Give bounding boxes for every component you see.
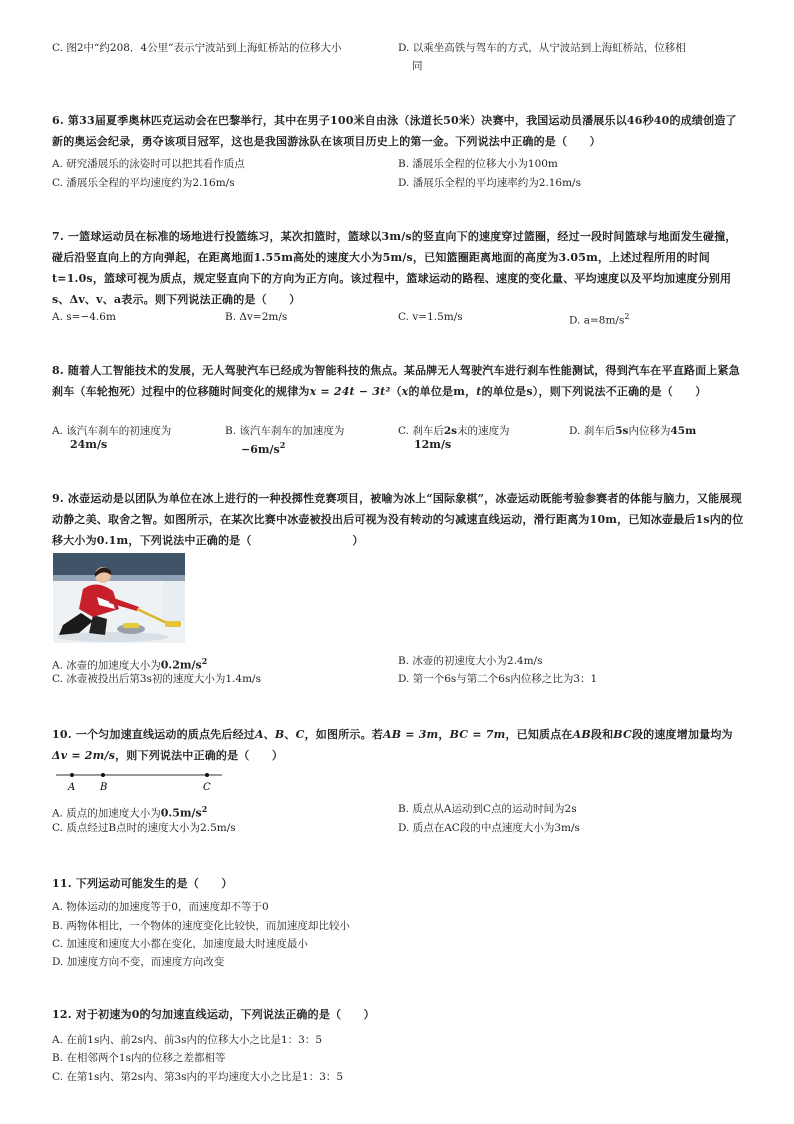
q6-option-c: C. 潘展乐全程的平均速度约为2.16m/s [52, 177, 235, 189]
q9-option-b: B. 冰壶的初速度大小为2.4m/s [398, 655, 543, 667]
q11-stem: 11. 下列运动可能发生的是（ ） [52, 877, 233, 890]
q8-option-b: B. 该汽车刹车的加速度为 $-6m/s^2$ [225, 425, 345, 456]
q7-stem: 7. 一篮球运动员在标准的场地进行投篮练习，某次扣篮时，篮球以3m/s的竖直向下的速度穿过篮圈，经过一段时间篮球与地面发生碰撞，碰后沿竖直向上的方向弹起，在距离地面1.55m高处的速度大小为5m/s，已知篮圈距离地面的高度为3.05m，上述过程所用的时间t=1.0s，篮球可视为质点，规定竖直向下的方向为正方向。该过程中，篮球运动的路程、速度的变化量、平均速度以及平均加速度分别用s、Δv、v、a表示。则下列说法正确的是（ ） [52, 230, 737, 306]
q10-label-a: A [68, 782, 76, 793]
q8-stem: 8. 随着人工智能技术的发展，无人驾驶汽车已经成为智能科技的焦点。某品牌无人驾驶汽车进行刹车性能测试，得到汽车在平直路面上紧急刹车（车轮抱死）过程中的位移随时间变化的规律为x = 24t − 3t²（x的单位是m，t的单位是s），则下列说法不正确的是（ ） [52, 364, 740, 398]
q9-option-c: C. 冰壶被投出后第3s初的速度大小为1.4m/s [52, 673, 261, 685]
q10-option-b: B. 质点从A运动到C点的运动时间为2s [398, 803, 577, 815]
q10-label-c: C [203, 782, 211, 793]
q7-option-b: B. Δv=2m/s [225, 311, 288, 323]
q7-option-d: D. $a=8m/s^2$ [569, 312, 630, 327]
q11-option-c: C. 加速度和速度大小都在变化，加速度最大时速度最小 [52, 938, 308, 950]
q10-point-b [101, 773, 105, 777]
q6-stem: 6. 第33届夏季奥林匹克运动会在巴黎举行，其中在男子100米自由泳（泳道长50米）决赛中，我国运动员潘展乐以46秒40的成绩创造了新的奥运会纪录，勇夺该项目冠军，这也是我国游泳队在该项目历史上的第一金。下列说法中正确的是（ ） [52, 114, 737, 148]
q9-option-a: A. 冰壶的加速度大小为$0.2m/s^2$ [52, 656, 208, 672]
q8-formula: x = 24t − 3t² [309, 385, 391, 398]
q11-option-a: A. 物体运动的加速度等于0，而速度却不等于0 [52, 901, 269, 913]
q10-point-c [205, 773, 209, 777]
q10-stem: 10. 一个匀加速直线运动的质点先后经过A、B、C，如图所示。若AB = 3m，BC = 7m，已知质点在AB段和BC段的速度增加量均为Δv = 2m/s，则下列说法中正确的是（ ） [52, 728, 733, 762]
q11-option-d: D. 加速度方向不变，而速度方向改变 [52, 956, 225, 968]
q7-option-c: C. v=1.5m/s [398, 311, 463, 323]
q11-option-b: B. 两物体相比，一个物体的速度变化比较快，而加速度却比较小 [52, 920, 350, 932]
q5-option-c: C. 图2中“约208．4公里”表示宁波站到上海虹桥站的位移大小 [52, 42, 342, 54]
q8-option-d: D. 刹车后5s内位移为45m [569, 425, 697, 437]
q10-option-a: A. 质点的加速度大小为$0.5m/s^2$ [52, 804, 208, 820]
q10-point-a [70, 773, 74, 777]
q8-option-c: C. 刹车后2s末的速度为 12m/s [398, 425, 510, 451]
q6-option-d: D. 潘展乐全程的平均速率约为2.16m/s [398, 177, 581, 189]
q10-label-b: B [100, 782, 108, 793]
q10-option-d: D. 质点在AC段的中点速度大小为3m/s [398, 822, 580, 834]
q7-option-a: A. s=−4.6m [52, 311, 116, 323]
q12-option-c: C. 在第1s内、第2s内、第3s内的平均速度大小之比是1：3：5 [52, 1071, 344, 1083]
q7-option-d-sup: 2 [624, 312, 630, 321]
q10-option-c: C. 质点经过B点时的速度大小为2.5m/s [52, 822, 236, 834]
q9-option-d: D. 第一个6s与第二个6s内位移之比为3：1 [398, 673, 598, 685]
q10-figure [52, 764, 228, 796]
q9-stem: 9. 冰壶运动是以团队为单位在冰上进行的一种投掷性竞赛项目，被喻为冰上“国际象棋”，冰壶运动既能考验参赛者的体能与脑力，又能展现动静之美、取舍之智。如图所示，在某次比赛中冰壶被投出后可视为没有转动的匀减速直线运动，滑行距离为10m，已知冰壶最后1s内的位移大小为0.1m，下列说法中正确的是（ ） [52, 492, 744, 547]
curler-illustration [53, 553, 185, 643]
q12-option-b: B. 在相邻两个1s内的位移之差都相等 [52, 1052, 226, 1064]
q8-option-a: A. 该汽车刹车的初速度为 24m/s [52, 425, 172, 451]
q6-option-a: A. 研究潘展乐的泳姿时可以把其看作质点 [52, 158, 245, 170]
q12-option-a: A. 在前1s内、前2s内、前3s内的位移大小之比是1：3：5 [52, 1034, 323, 1046]
q6-option-b: B. 潘展乐全程的位移大小为100m [398, 158, 558, 170]
q5-option-d: D. 以乘坐高铁与驾车的方式，从宁波站到上海虹桥站，位移相 [398, 42, 686, 54]
q5-option-d-cont: 同 [412, 60, 423, 72]
curling-photo [53, 553, 185, 643]
q12-stem: 12. 对于初速为0的匀加速直线运动，下列说法正确的是（ ） [52, 1008, 375, 1021]
